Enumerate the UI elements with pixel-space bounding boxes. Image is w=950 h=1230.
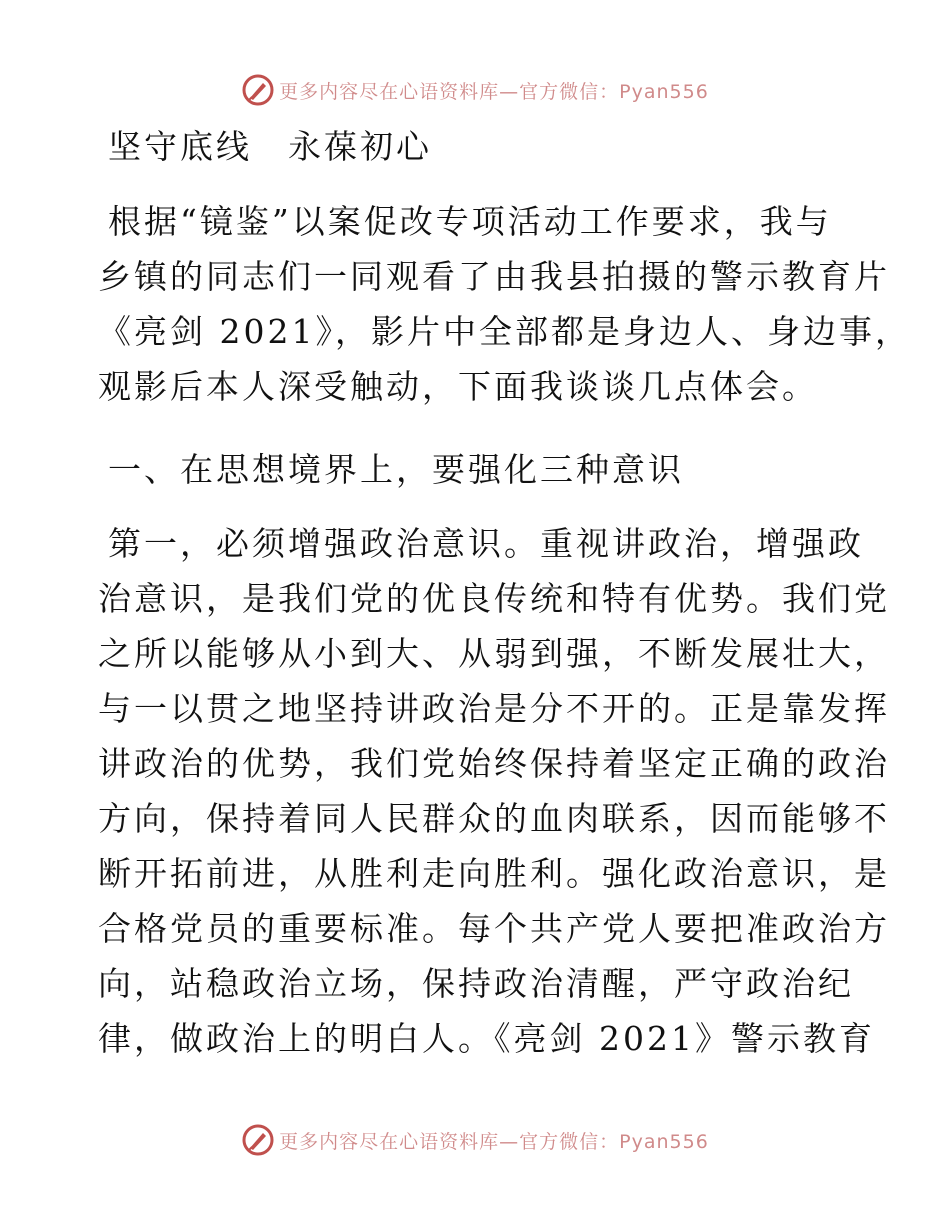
paragraph-line: 乡镇的同志们一同观看了由我县拍摄的警示教育片 — [98, 257, 890, 296]
paragraph-line: 方向，保持着同人民群众的血肉联系，因而能够不 — [98, 799, 890, 838]
paragraph-line: 与一以贯之地坚持讲政治是分不开的。正是靠发挥 — [98, 689, 890, 728]
paragraph-line: 之所以能够从小到大、从弱到强，不断发展壮大， — [98, 634, 890, 673]
watermark-text: 更多内容尽在心语资料库—官方微信：Pyan556 — [279, 1130, 709, 1153]
paragraph-line: 合格党员的重要标准。每个共产党人要把准政治方 — [98, 909, 890, 948]
footer-watermark — [0, 1120, 950, 1160]
quill-logo-icon — [241, 1123, 275, 1157]
document-title: 坚守底线 永葆初心 — [108, 127, 432, 166]
paragraph-line: 向，站稳政治立场，保持政治清醒，严守政治纪 — [98, 964, 854, 1003]
paragraph-line: 第一，必须增强政治意识。重视讲政治，增强政 — [108, 524, 864, 563]
header-watermark — [0, 70, 950, 110]
section-heading: 一、在思想境界上，要强化三种意识 — [108, 450, 684, 489]
paragraph-line: 断开拓前进，从胜利走向胜利。强化政治意识，是 — [98, 854, 890, 893]
paragraph-line: 讲政治的优势，我们党始终保持着坚定正确的政治 — [98, 744, 890, 783]
paragraph-line: 根据“镜鉴”以案促改专项活动工作要求，我与 — [108, 202, 832, 241]
paragraph-line: 治意识，是我们党的优良传统和特有优势。我们党 — [98, 579, 890, 618]
watermark-text: 更多内容尽在心语资料库—官方微信：Pyan556 — [279, 80, 709, 103]
paragraph-line: 《亮剑 2021》，影片中全部都是身边人、身边事， — [98, 312, 911, 351]
quill-logo-icon — [241, 73, 275, 107]
paragraph-line: 律，做政治上的明白人。《亮剑 2021》警示教育 — [98, 1019, 875, 1058]
paragraph-line: 观影后本人深受触动，下面我谈谈几点体会。 — [98, 367, 818, 406]
